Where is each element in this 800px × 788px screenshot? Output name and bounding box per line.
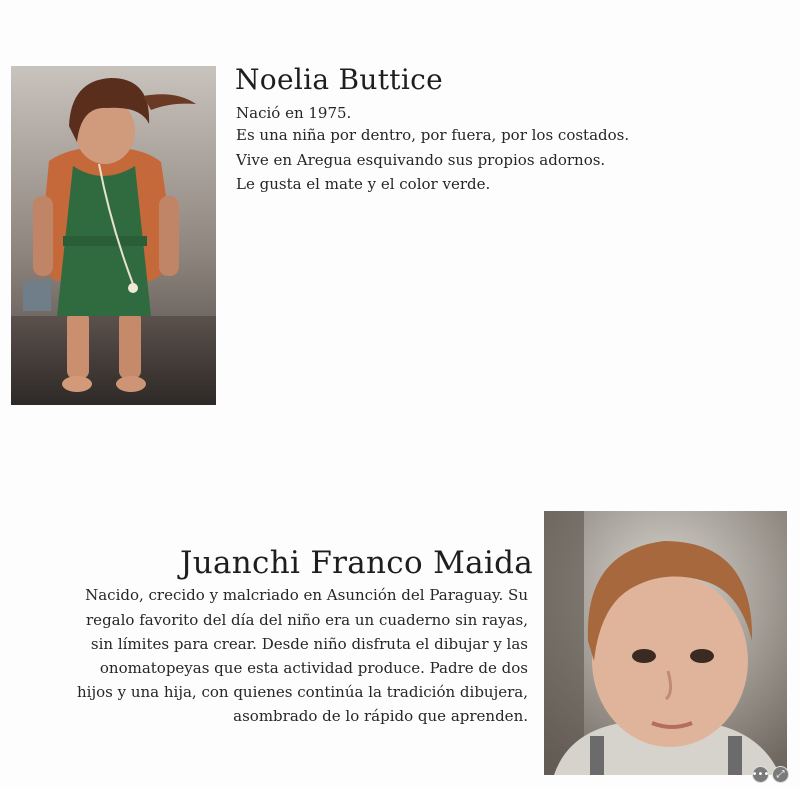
bio-line: Es una niña por dentro, por fuera, por los costados. <box>236 126 630 144</box>
more-icon[interactable]: ••• <box>752 766 769 783</box>
bio-line: regalo favorito del día del niño era un cuaderno sin rayas, <box>86 611 528 629</box>
bio-line: Nacido, crecido y malcriado en Asunción del Paraguay. Su <box>85 586 528 604</box>
bio-line: asombrado de lo rápido que aprenden. <box>233 707 528 725</box>
bio-line: hijos y una hija, con quienes continúa la tradición dibujera, <box>77 683 528 701</box>
bio-line: onomatopeyas que esta actividad produce. Padre de dos <box>99 659 528 677</box>
bio-line: Le gusta el mate y el color verde. <box>236 175 491 193</box>
bio-line: Vive en Aregua esquivando sus propios adornos. <box>236 151 606 169</box>
bio-line: Nació en 1975. <box>236 104 352 122</box>
author-name-noelia: Noelia Buttice <box>235 63 443 96</box>
bio-line: sin límites para crear. Desde niño disfruta el dibujar y las <box>90 635 528 653</box>
author-name-juanchi: Juanchi Franco Maida <box>180 545 534 581</box>
juanchi-photo <box>544 511 787 775</box>
noelia-photo <box>11 66 216 405</box>
fullscreen-icon[interactable]: ⤢ <box>772 766 789 783</box>
